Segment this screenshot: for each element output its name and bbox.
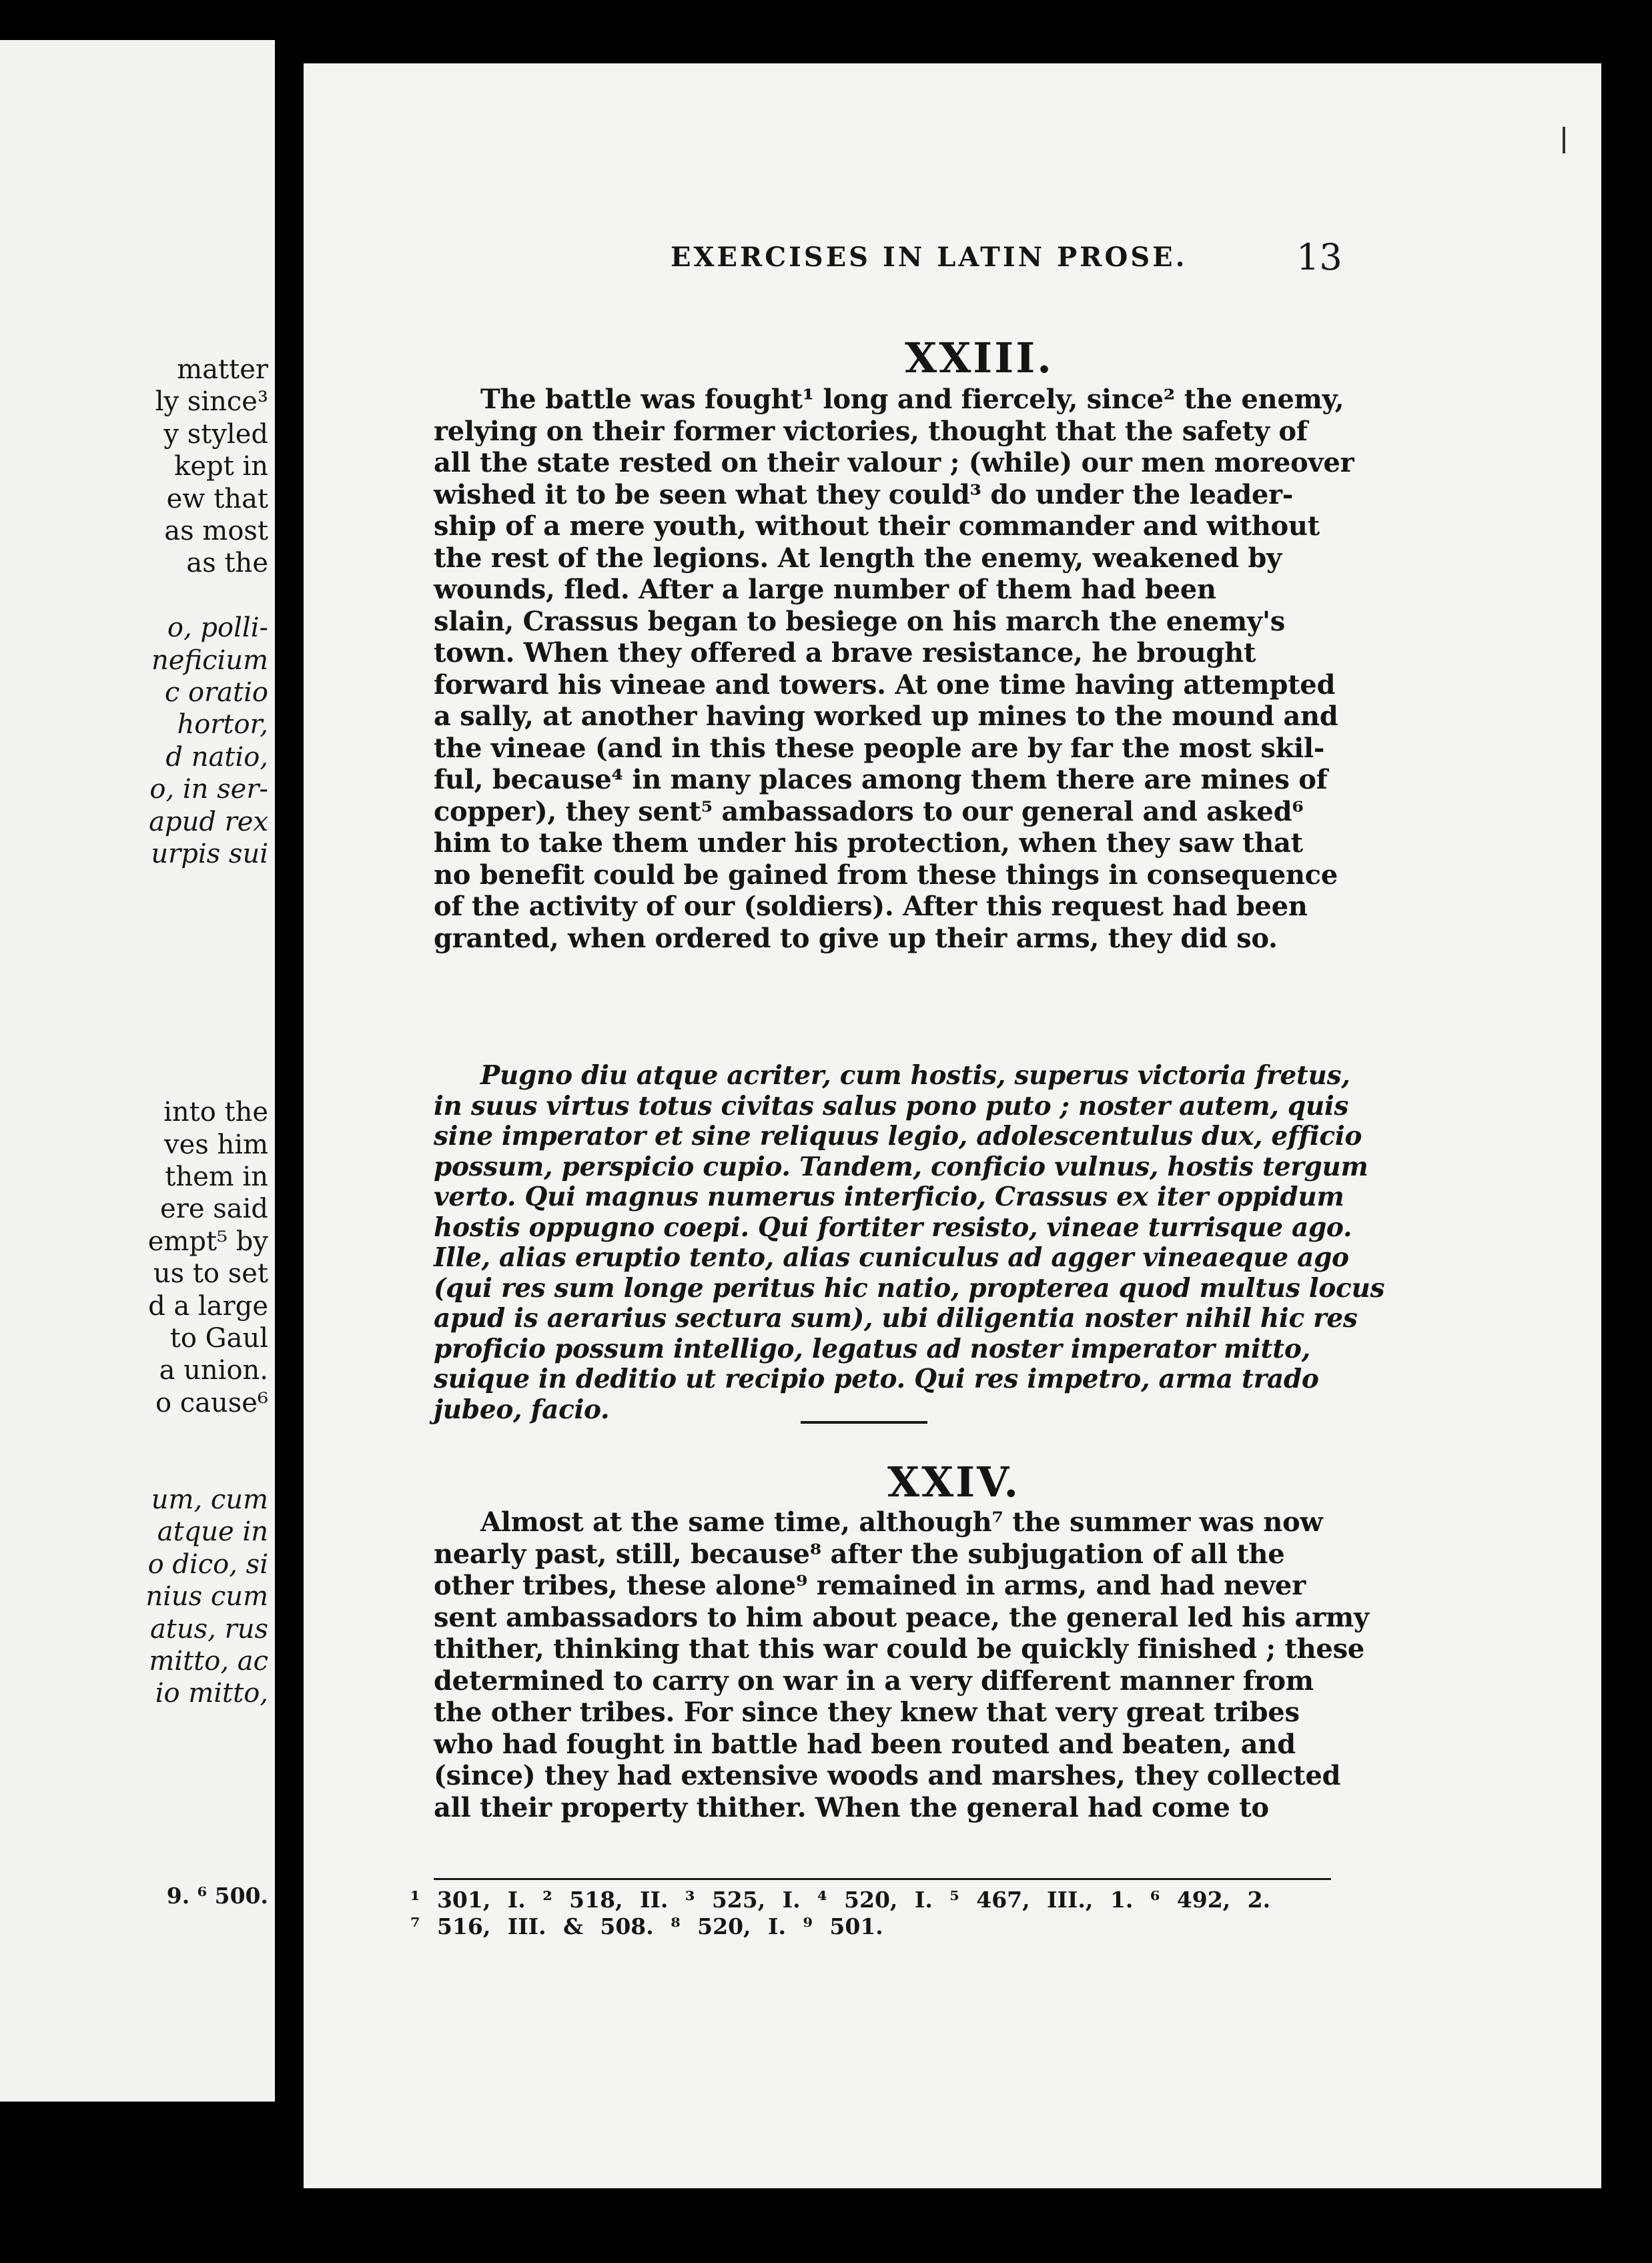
text-line: determined to carry on war in a very different manner from: [434, 1665, 1314, 1697]
text-line: granted, when ordered to give up their arms, they did so.: [434, 922, 1278, 954]
fragment-line: us to set: [153, 1258, 268, 1290]
text-line: of the activity of our (soldiers). After this request had been: [434, 891, 1308, 922]
english-exercise-xxiii: [434, 384, 1354, 954]
fragment-line: into the: [163, 1097, 268, 1128]
text-line: the rest of the legions. At length the enemy, weakened by: [434, 542, 1282, 574]
text-line: thither, thinking that this war could be quickly finished ; these: [434, 1633, 1364, 1665]
footnote-rule: [434, 1878, 1331, 1880]
text-line: forward his vineae and towers. At one time having attempted: [434, 668, 1336, 701]
text-line: Almost at the same time, although⁷ the summer was now: [480, 1506, 1323, 1538]
text-line: verto. Qui magnus numerus interficio, Crassus ex iter oppidum: [434, 1182, 1344, 1212]
fragment-line: matter: [177, 354, 268, 385]
text-line: no benefit could be gained from these things in consequence: [434, 859, 1338, 891]
fragment-line: atus, rus: [149, 1613, 268, 1645]
fragment-line: ere said: [160, 1194, 268, 1225]
fragment-line: neficium: [151, 644, 268, 676]
fragment-line: as the: [186, 548, 268, 579]
page-number: 13: [1296, 236, 1342, 278]
text-line: him to take them under his protection, when they saw that: [434, 827, 1303, 859]
fragment-line: o, in ser-: [149, 774, 268, 805]
fragment-line: a union.: [159, 1355, 268, 1386]
fragment-line: atque in: [157, 1516, 268, 1548]
fragment-line: o dico, si: [147, 1548, 268, 1580]
page: [304, 63, 1601, 2188]
text-line: (since) they had extensive woods and marshes, they collected: [434, 1760, 1341, 1791]
fragment-line: apud rex: [149, 806, 268, 837]
text-line: possum, perspicio cupio. Tandem, conficio vulnus, hostis tergum: [434, 1151, 1368, 1182]
text-line: ful, because⁴ in many places among them there are mines of: [434, 764, 1328, 795]
fragment-line: o, polli-: [167, 612, 268, 644]
text-line: apud is aerarius sectura sum), ubi diligentia noster nihil hic res: [434, 1303, 1358, 1334]
running-head: [304, 236, 1601, 282]
text-line: sent ambassadors to him about peace, the general led his army: [434, 1601, 1369, 1633]
text-line: sine imperator et sine reliquus legio, adolescentulus dux, efficio: [434, 1121, 1362, 1152]
section-heading-xxiii: XXIII.: [905, 334, 1054, 382]
text-line: ¹ 301, I. ² 518, II. ³ 525, I. ⁴ 520, I. ⁵ 467, III., 1. ⁶ 492, 2.: [410, 1887, 1271, 1913]
text-line: the vineae (and in this these people are by far the most skil-: [434, 732, 1325, 764]
fragment-line: ves him: [164, 1129, 268, 1160]
fragment-line: y styled: [163, 418, 268, 450]
text-line: suique in deditio ut recipio peto. Qui res impetro, arma trado: [434, 1364, 1319, 1394]
text-line: copper), they sent⁵ ambassadors to our general and asked⁶: [434, 795, 1304, 827]
text-line: relying on their former victories, thought that the safety of: [434, 415, 1308, 447]
text-line: wounds, fled. After a large number of them had been: [434, 574, 1216, 605]
fragment-line: them in: [165, 1162, 268, 1192]
text-line: nearly past, still, because⁸ after the subjugation of all the: [434, 1538, 1285, 1570]
fragment-line: as most: [164, 516, 268, 546]
text-line: a sally, at another having worked up mines to the mound and: [434, 701, 1338, 732]
fragment-footnote: 9. ⁶ 500.: [166, 1883, 268, 1909]
fragment-line: ew that: [166, 483, 268, 514]
section-heading-xxiv: XXIV.: [887, 1458, 1021, 1506]
text-line: town. When they offered a brave resistance, he brought: [434, 637, 1256, 668]
previous-page-fragment: [0, 40, 275, 2102]
text-line: jubeo, facio.: [434, 1394, 610, 1425]
text-line: hostis oppugno coepi. Qui fortiter resisto, vineae turrisque ago.: [434, 1212, 1352, 1243]
text-line: all the state rested on their valour ; (while) our men moreover: [434, 447, 1354, 478]
text-line: ⁷ 516, III. & 508. ⁸ 520, I. ⁹ 501.: [410, 1913, 883, 1939]
fragment-line: mitto, ac: [149, 1646, 268, 1677]
text-line: who had fought in battle had been routed and beaten, and: [434, 1728, 1296, 1760]
fragment-line: d a large: [148, 1290, 268, 1322]
footnotes: [410, 1887, 1344, 1940]
fragment-line: empt⁵ by: [147, 1226, 268, 1257]
fragment-line: urpis sui: [151, 839, 268, 869]
text-line: The battle was fought¹ long and fiercely, since² the enemy,: [480, 384, 1344, 415]
fragment-line: um, cum: [151, 1484, 268, 1515]
fragment-line: io mitto,: [155, 1678, 268, 1709]
fragment-line: c oratio: [164, 677, 268, 708]
text-line: the other tribes. For since they knew that very great tribes: [434, 1697, 1300, 1728]
text-line: slain, Crassus began to besiege on his march the enemy's: [434, 605, 1286, 637]
text-line: Ille, alias eruptio tento, alias cuniculus ad agger vineaeque ago: [434, 1242, 1349, 1273]
latin-exercise-xxiii: [434, 1060, 1385, 1425]
fragment-line: kept in: [174, 451, 268, 482]
fragment-line: to Gaul: [169, 1323, 268, 1354]
fragment-line: nius cum: [145, 1581, 268, 1613]
fragment-line: d natio,: [165, 741, 268, 773]
page-edge-mark: [1563, 127, 1565, 153]
section-divider: [801, 1421, 927, 1424]
text-line: proficio possum intelligo, legatus ad noster imperator mitto,: [434, 1333, 1310, 1364]
running-head-title: EXERCISES IN LATIN PROSE.: [671, 242, 1188, 273]
text-line: Pugno diu atque acriter, cum hostis, superus victoria fretus,: [480, 1060, 1350, 1091]
text-line: wished it to be seen what they could³ do under the leader-: [434, 478, 1294, 510]
english-exercise-xxiv: [434, 1506, 1369, 1823]
text-line: all their property thither. When the general had come to: [434, 1791, 1269, 1823]
text-line: ship of a mere youth, without their commander and without: [434, 510, 1320, 542]
text-line: (qui res sum longe peritus hic natio, propterea quod multus locus: [434, 1272, 1385, 1304]
fragment-line: hortor,: [177, 709, 268, 741]
text-line: other tribes, these alone⁹ remained in arms, and had never: [434, 1570, 1306, 1601]
fragment-line: o cause⁶: [155, 1387, 268, 1418]
text-line: in suus virtus totus civitas salus pono puto ; noster autem, quis: [434, 1090, 1349, 1121]
fragment-line: ly since³: [155, 386, 268, 418]
